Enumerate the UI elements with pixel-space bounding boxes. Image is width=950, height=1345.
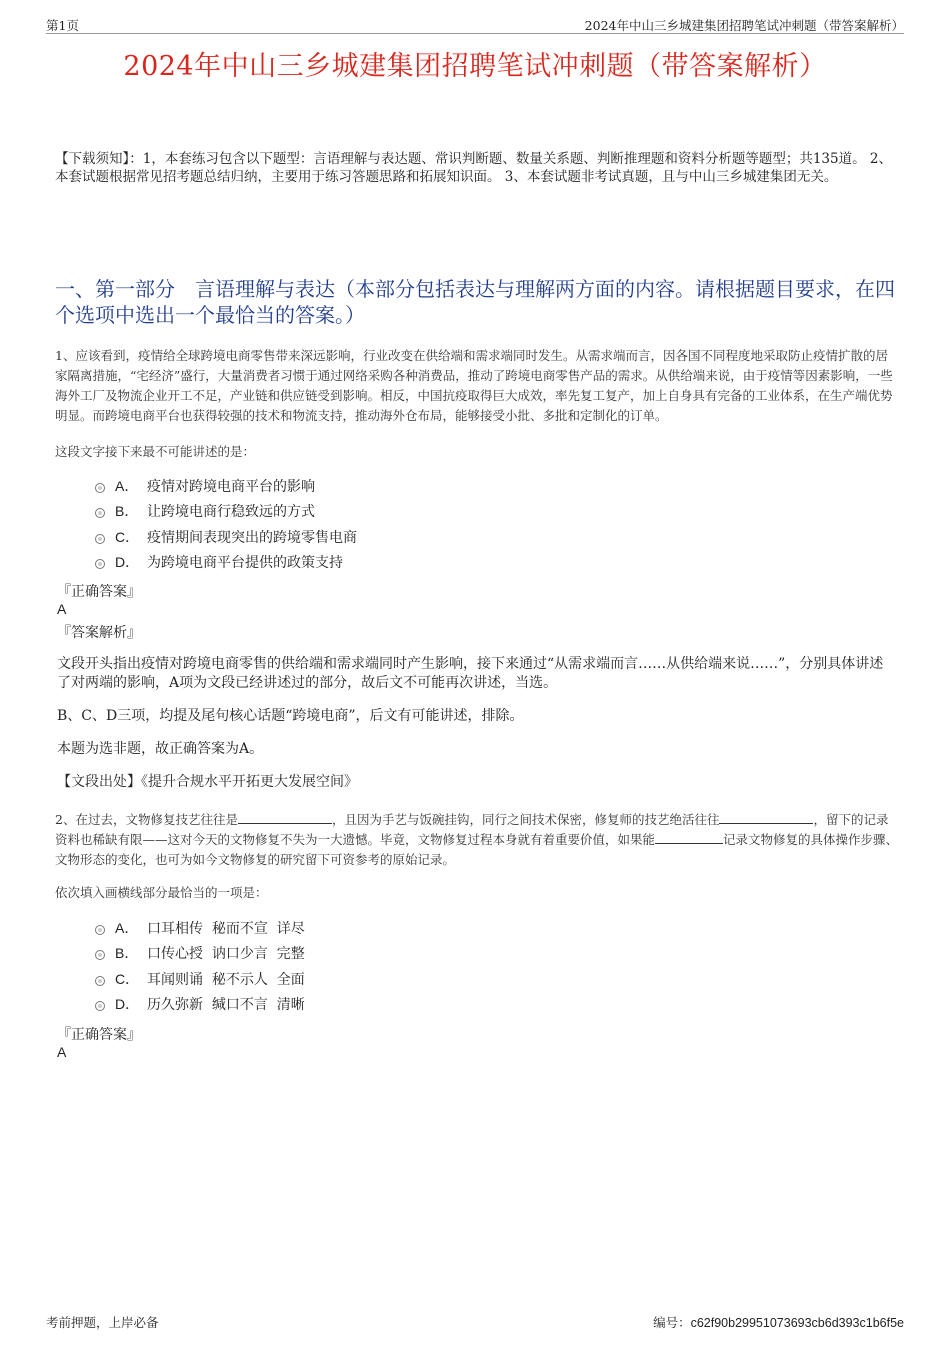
question-1-answer: A [57,601,67,617]
footer-slogan: 考前押题，上岸必备 [46,1315,159,1330]
question-1-analysis-3: 本题为选非题，故正确答案为A。 [57,741,264,757]
section-heading: 一、第一部分 言语理解与表达（本部分包括表达与理解两方面的内容。请根据题目要求，在四个选项中选出一个最恰当的答案。） [55,277,895,327]
radio-icon[interactable] [95,976,105,986]
page-number: 第1页 [46,18,79,33]
question-2-text: 2、在过去，文物修复技艺往往是 ，且因为手艺与饭碗挂钩，同行之间技术保密，修复师的技艺绝活往往 ，留下的记录资料也稀缺有限——这对今天的文物修复不失为一大遗憾。毕竟，文物修复过程本身就有着重要价值，如果能 记录文物修复的具体操作步骤、文物形态的变化，也可为如今文物修复的研究留下可资参考的原始记录。 [55,812,899,867]
question-2-answer: A [57,1044,67,1060]
radio-icon[interactable] [95,559,105,569]
question-1-analysis-1: 文段开头指出疫情对跨境电商零售的供给端和需求端同时产生影响，接下来通过“从需求端而言……从供给端来说……”，分别具体讲述了对两端的影响，A项为文段已经讲述过的部分，故后文不可能再次讲述，当选。 [57,656,884,691]
question-1-option-b[interactable]: B． 让跨境电商行稳致远的方式 [95,499,357,525]
question-2-options [95,915,305,1017]
fill-blank-3[interactable] [655,830,723,844]
document-title: 2024年中山三乡城建集团招聘笔试冲刺题（带答案解析） [123,51,827,82]
radio-icon[interactable] [95,508,105,518]
question-2-option-b[interactable]: B． 口传心授 讷口少言 完整 [95,941,305,967]
question-1-option-a[interactable]: A． 疫情对跨境电商平台的影响 [95,473,357,499]
header-doc-title: 2024年中山三乡城建集团招聘笔试冲刺题（带答案解析） [584,18,904,33]
question-2-option-d[interactable]: D． 历久弥新 缄口不言 清晰 [95,992,305,1018]
radio-icon[interactable] [95,483,105,493]
question-1-analysis-2: B、C、D三项，均提及尾句核心话题“跨境电商”，后文有可能讲述，排除。 [57,708,524,724]
radio-icon[interactable] [95,1001,105,1011]
question-2-option-c[interactable]: C． 耳闻则诵 秘不示人 全面 [95,966,305,992]
download-notice: 【下载须知】：1，本套练习包含以下题型：言语理解与表达题、常识判断题、数量关系题、判断推理题和资料分析题等题型；共135道。 2、本套试题根据常见招考题总结归纳，主要用于练习答题思路和拓展知识面。 3、本套试题非考试真题，且与中山三乡城建集团无关。 [55,151,892,185]
radio-icon[interactable] [95,950,105,960]
question-1-options [95,473,357,575]
question-2-prompt: 依次填入画横线部分最恰当的一项是： [55,885,268,900]
question-1-option-d[interactable]: D． 为跨境电商平台提供的政策支持 [95,550,357,576]
question-1-prompt: 这段文字接下来最不可能讲述的是： [55,444,256,459]
question-2-option-a[interactable]: A． 口耳相传 秘而不宣 详尽 [95,915,305,941]
footer-code: 编号：c62f90b29951073693cb6d393c1b6f5e [653,1315,904,1330]
question-1-text: 1、应该看到，疫情给全球跨境电商零售带来深远影响，行业改变在供给端和需求端同时发生。从需求端而言，因各国不同程度地采取防止疫情扩散的居家隔离措施，“宅经济”盛行，大量消费者习惯于通过网络采购各种消费品，推动了跨境电商零售产品的需求。从供给端来说，由于疫情等因素影响，一些海外工厂及物流企业开工不足，产业链和供应链受到影响。相反，中国抗疫取得巨大成效，率先复工复产，加上自身具有完备的工业体系，在生产端优势明显。而跨境电商平台也获得较强的技术和物流支持，推动海外仓布局，能够接受小批、多批和定制化的订单。 [55,348,893,423]
question-1-option-c[interactable]: C． 疫情期间表现突出的跨境零售电商 [95,524,357,550]
question-2-answer-label: 『正确答案』 [57,1027,141,1043]
fill-blank-1[interactable] [238,810,332,824]
fill-blank-2[interactable] [719,810,813,824]
radio-icon[interactable] [95,925,105,935]
radio-icon[interactable] [95,534,105,544]
question-1-answer-label: 『正确答案』 [57,584,141,600]
page-header [46,14,904,34]
question-1-source: 【文段出处】《提升合规水平开拓更大发展空间》 [57,774,358,790]
question-1-analysis-label: 『答案解析』 [57,625,141,641]
